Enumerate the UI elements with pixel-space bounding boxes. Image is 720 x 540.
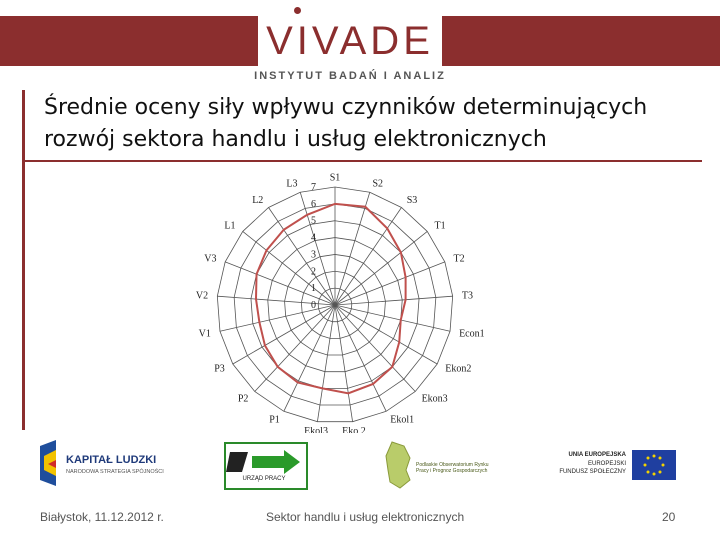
page-number: 20 (662, 510, 676, 524)
axis-label-P2: P2 (237, 393, 249, 405)
left-accent-bar (22, 90, 25, 430)
kapital-ludzki-logo (34, 436, 184, 492)
partner-logos (0, 436, 720, 496)
axis-label-S2: S2 (372, 178, 384, 190)
footer-title: Sektor handlu i usług elektronicznych (266, 510, 465, 524)
eu-flag-icon (632, 450, 676, 480)
axis-label-T3: T3 (461, 290, 474, 302)
spoke-L3 (300, 192, 335, 305)
axis-label-S1: S1 (329, 172, 341, 184)
axis-label-Ekol1: Ekol1 (390, 414, 415, 426)
radar-chart (195, 168, 495, 433)
radial-tick-label: 0 (311, 300, 316, 311)
kapital-title: KAPITAŁ LUDZKI (66, 454, 157, 466)
radial-tick-label: 4 (311, 232, 316, 244)
spoke-T2 (335, 262, 445, 305)
axis-label-Eko-2: Eko 2 (342, 425, 366, 433)
podlaskie-label: Podlaskie Obserwatorium Rynku Pracy i Prognoz Gospodarczych (416, 462, 489, 474)
axis-label-V2: V2 (195, 290, 209, 302)
radial-tick-label: 1 (311, 283, 316, 295)
brand-logo: VIVADE (266, 19, 434, 63)
urzad-pracy-logo (222, 436, 306, 492)
footer-date: Białystok, 11.12.2012 r. (40, 510, 164, 524)
radar-grid (217, 187, 452, 422)
radial-ticks (311, 182, 316, 311)
axis-label-Econ1: Econ1 (459, 328, 485, 340)
axis-label-P3: P3 (214, 363, 225, 375)
spoke-V1 (220, 305, 335, 331)
axis-label-L1: L1 (224, 220, 236, 232)
eu-line1: UNIA EUROPEJSKA (568, 452, 626, 458)
axis-label-S3: S3 (406, 194, 418, 206)
brand-subtitle: INSTYTUT BADAŃ I ANALIZ (254, 70, 446, 82)
title-line-1: Średnie oceny siły wpływu czynników determinujących (44, 95, 648, 120)
podlaskie-map-icon (384, 440, 414, 490)
eu-line2: EUROPEJSKI (587, 461, 626, 467)
urzad-label: URZĄD PRACY (242, 476, 286, 482)
title-line-2: rozwój sektora handlu i usług elektronicznych (44, 127, 547, 152)
kapital-subtitle: NARODOWA STRATEGIA SPÓJNOŚCI (66, 469, 164, 475)
spoke-V3 (225, 262, 335, 305)
spoke-S2 (335, 192, 370, 305)
radial-tick-label: 3 (311, 249, 316, 261)
radial-tick-label: 2 (311, 266, 316, 278)
spoke-T1 (335, 231, 427, 305)
axis-label-L2: L2 (252, 194, 264, 206)
axis-label-Ekon3: Ekon3 (421, 393, 448, 405)
title-underline (22, 160, 702, 162)
logo-dot (294, 7, 301, 14)
radial-tick-label: 7 (311, 182, 316, 193)
axis-label-T2: T2 (453, 253, 465, 265)
axis-label-P1: P1 (269, 414, 280, 426)
axis-label-T1: T1 (434, 220, 446, 232)
axis-label-V3: V3 (204, 253, 217, 265)
eu-logo (540, 436, 680, 492)
slide-title (44, 92, 704, 156)
axis-label-Ekon2: Ekon2 (445, 363, 472, 375)
radial-tick-label: 6 (311, 198, 316, 210)
eu-line3: FUNDUSZ SPOŁECZNY (559, 469, 626, 475)
axis-label-V1: V1 (198, 328, 211, 340)
axis-label-L3: L3 (286, 178, 298, 190)
header (0, 0, 720, 86)
radial-tick-label: 5 (311, 215, 316, 227)
spoke-Econ1 (335, 305, 450, 331)
podlaskie-logo (382, 436, 504, 492)
axis-label-Ekol3: Ekol3 (304, 425, 328, 433)
